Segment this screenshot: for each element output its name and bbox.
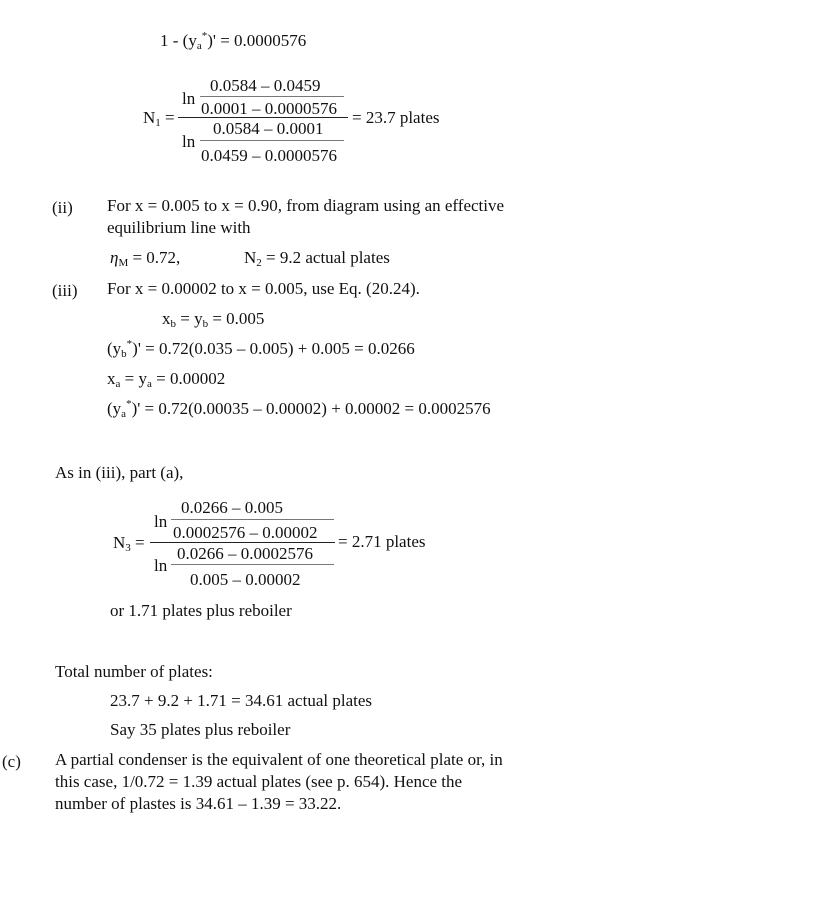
n3-den-inner-line <box>171 564 334 565</box>
item-iii-line1: For x = 0.00002 to x = 0.005, use Eq. (20.24). <box>107 279 420 298</box>
n2-sub: 2 <box>256 257 262 269</box>
item-c-line2: this case, 1/0.72 = 1.39 actual plates (see p. 654). Hence the <box>55 772 463 791</box>
top-eq-sup: * <box>201 30 208 42</box>
n1-lhs-sub: 1 <box>155 117 161 129</box>
top-eq-suffix: )' = 0.0000576 <box>207 31 307 50</box>
xa-value: = 0.00002 <box>151 369 226 388</box>
ybstar-sup: * <box>126 338 133 350</box>
eta-sub: M <box>118 257 129 269</box>
eta-value: = 0.72, <box>132 248 181 267</box>
n1-equals: = <box>165 108 175 127</box>
n1-lhs <box>143 107 175 128</box>
n3-num-num: 0.0266 – 0.005 <box>181 498 283 517</box>
n3-den-num: 0.0266 – 0.0002576 <box>177 544 313 563</box>
item-iii-line2 <box>162 308 264 329</box>
n1-num-num: 0.0584 – 0.0459 <box>210 76 321 95</box>
xb-symbol: x <box>162 309 171 328</box>
top-eq-prefix: 1 - (y <box>160 31 197 50</box>
ybstar-rest: )' = 0.72(0.035 – 0.005) + 0.005 = 0.0266 <box>132 339 415 358</box>
ya-sub: a <box>146 378 152 390</box>
n3-num-den: 0.0002576 – 0.00002 <box>173 523 318 542</box>
top-equation <box>160 30 306 51</box>
n2-value: = 9.2 actual plates <box>261 248 390 267</box>
as-in-text: As in (iii), part (a), <box>55 463 184 482</box>
or-line: or 1.71 plates plus reboiler <box>110 601 292 620</box>
n3-lhs-sub: 3 <box>125 542 131 554</box>
item-c-label: (c) <box>2 752 21 771</box>
item-ii-line1: For x = 0.005 to x = 0.90, from diagram using an effective <box>107 196 505 215</box>
ybstar-sub: b <box>121 348 127 360</box>
total-heading: Total number of plates: <box>55 662 213 681</box>
n3-den-den: 0.005 – 0.00002 <box>190 570 301 589</box>
n3-num-inner-line <box>171 519 334 520</box>
total-sum: 23.7 + 9.2 + 1.71 = 34.61 actual plates <box>110 691 372 710</box>
item-c-line1: A partial condenser is the equivalent of one theoretical plate or, in <box>55 750 503 769</box>
item-iii-line4 <box>107 368 225 389</box>
item-iii-line3 <box>107 338 415 359</box>
ya-symbol: = y <box>120 369 147 388</box>
n3-num-ln: ln <box>154 512 168 531</box>
yb-sub: b <box>202 318 209 330</box>
n3-lhs-symbol: N <box>113 533 126 552</box>
n1-num-inner-line <box>200 96 344 97</box>
yb-symbol: = y <box>176 309 203 328</box>
n1-num-ln: ln <box>182 89 196 108</box>
xb-value: = 0.005 <box>208 309 265 328</box>
n1-lhs-symbol: N <box>143 108 156 127</box>
n2-symbol: N <box>244 248 257 267</box>
n1-den-den: 0.0459 – 0.0000576 <box>201 146 337 165</box>
item-c-line3: number of plastes is 34.61 – 1.39 = 33.22. <box>55 794 342 813</box>
n3-den-ln: ln <box>154 556 168 575</box>
top-eq-sub: a <box>196 40 202 52</box>
n1-num-den: 0.0001 – 0.0000576 <box>201 99 337 118</box>
ybstar-open: (y <box>107 339 122 358</box>
yastar-rest: )' = 0.72(0.00035 – 0.00002) + 0.00002 = 0.0002576 <box>131 399 491 418</box>
n1-den-num: 0.0584 – 0.0001 <box>213 119 324 138</box>
n1-den-inner-line <box>200 140 344 141</box>
xb-sub: b <box>170 318 176 330</box>
total-say: Say 35 plates plus reboiler <box>110 720 291 739</box>
eta-symbol: η <box>110 248 119 267</box>
xa-sub: a <box>115 378 121 390</box>
n3-lhs <box>113 532 145 553</box>
item-ii-eta-line <box>110 247 180 268</box>
xa-symbol: x <box>107 369 116 388</box>
yastar-sup: * <box>126 398 132 410</box>
item-ii-label: (ii) <box>52 198 73 217</box>
item-iii-label: (iii) <box>52 281 78 300</box>
n3-result: = 2.71 plates <box>338 532 426 551</box>
yastar-sub: a <box>121 408 127 420</box>
n3-equals: = <box>135 533 145 552</box>
n1-den-ln: ln <box>182 132 196 151</box>
item-ii-n2 <box>244 247 390 268</box>
item-iii-line5 <box>107 398 491 419</box>
n1-result: = 23.7 plates <box>352 108 440 127</box>
yastar-open: (y <box>107 399 122 418</box>
item-ii-line2: equilibrium line with <box>107 218 251 237</box>
